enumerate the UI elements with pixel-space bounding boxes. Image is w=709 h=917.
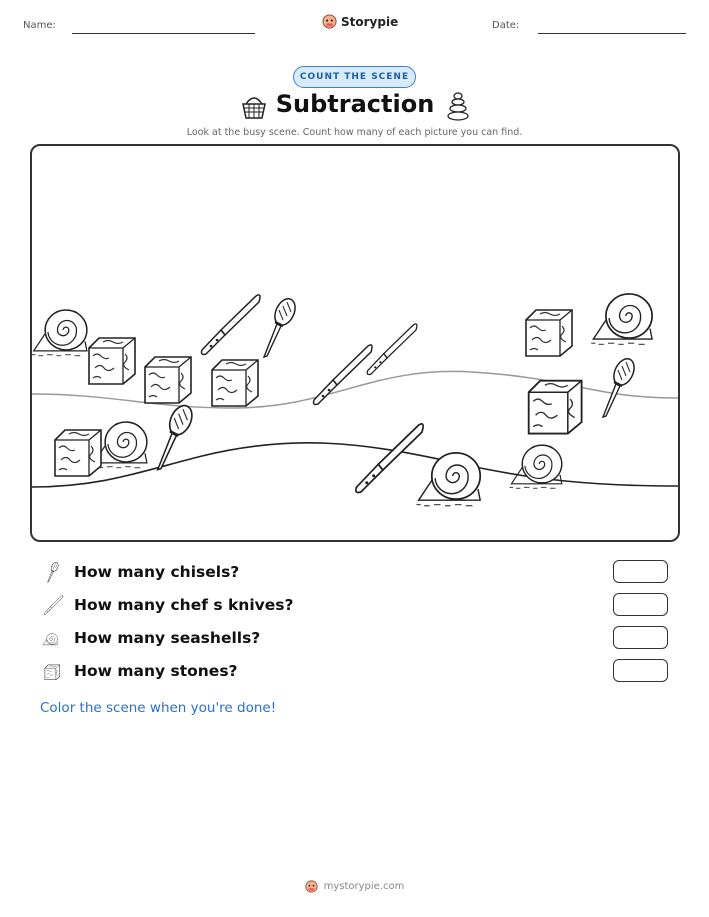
answer-box-chisels[interactable] — [613, 560, 668, 583]
page-title: Subtraction — [275, 90, 435, 118]
chisel-icon — [40, 561, 64, 585]
question-row — [40, 626, 680, 652]
seashell-icon — [591, 294, 652, 344]
stone-icon — [89, 338, 135, 384]
stone-icon — [529, 381, 582, 434]
instructions: Look at the busy scene. Count how many of each picture you can find. — [186, 127, 523, 138]
chisel-icon — [603, 356, 638, 417]
stone-icon — [212, 360, 258, 406]
stone-icon — [40, 660, 64, 684]
brand-name: Storypie — [341, 14, 399, 29]
question-row — [40, 560, 680, 586]
question-text: How many seashells? — [74, 629, 261, 647]
question-row — [40, 659, 680, 685]
date-label: Date: — [492, 20, 520, 31]
name-field-line[interactable] — [72, 33, 255, 34]
seashell-icon — [32, 310, 87, 356]
footer — [0, 880, 709, 893]
seashell-icon — [510, 445, 562, 488]
stone-icon — [145, 357, 191, 403]
stone-icon — [55, 430, 101, 476]
answer-box-knives[interactable] — [613, 593, 668, 616]
answer-box-stones[interactable] — [613, 659, 668, 682]
seashell-icon — [416, 453, 480, 506]
chef-knife-icon — [40, 594, 64, 618]
date-field-line[interactable] — [538, 33, 686, 34]
stone-icon — [526, 310, 572, 356]
question-text: How many stones? — [74, 662, 238, 680]
storypie-mascot-icon — [322, 14, 337, 29]
question-text: How many chisels? — [74, 563, 240, 581]
storypie-logo — [322, 14, 398, 29]
name-label: Name: — [23, 20, 56, 31]
answer-box-seashells[interactable] — [613, 626, 668, 649]
chef-knife-icon — [202, 295, 261, 355]
chisel-icon — [264, 296, 299, 357]
question-text: How many chef s knives? — [74, 596, 294, 614]
busy-scene — [32, 146, 678, 540]
chef-knife-icon — [356, 424, 423, 493]
color-instruction: Color the scene when you're done! — [40, 700, 277, 716]
stacked-stones-icon — [445, 90, 471, 122]
question-row — [40, 593, 680, 619]
storypie-mascot-icon — [305, 880, 318, 893]
footer-url: mystorypie.com — [323, 881, 405, 892]
chef-knife-icon — [314, 345, 373, 405]
seashell-icon — [40, 627, 64, 651]
chef-knife-icon — [367, 324, 417, 375]
category-badge: COUNT THE SCENE — [293, 66, 416, 88]
busy-scene-frame — [30, 144, 680, 542]
